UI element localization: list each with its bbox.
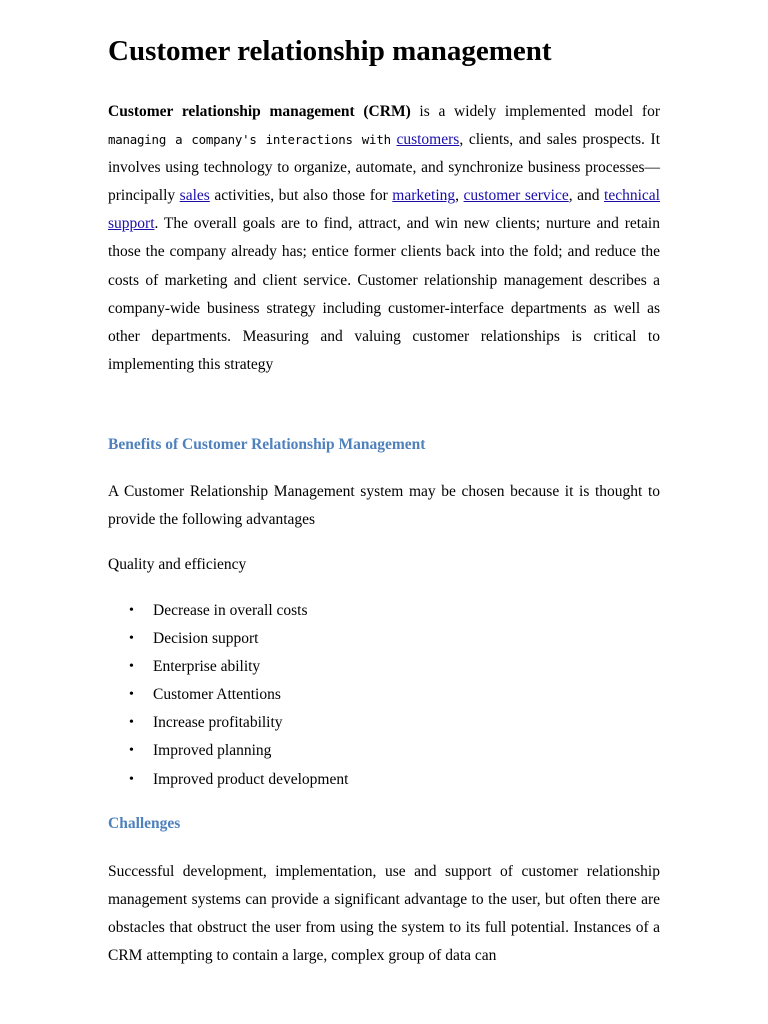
- bullet-icon: •: [129, 771, 134, 787]
- list-item-label: Improved planning: [153, 742, 272, 760]
- list-item: [108, 597, 348, 625]
- list-item-label: Increase profitability: [153, 714, 283, 732]
- list-item-label: Enterprise ability: [153, 658, 261, 676]
- intro-text-1: is a widely implemented model for: [410, 103, 660, 120]
- bullet-icon: •: [129, 687, 134, 703]
- bullet-icon: •: [129, 603, 134, 618]
- link-customers[interactable]: customers: [396, 131, 460, 149]
- list-item: [108, 737, 348, 765]
- benefits-bullet-list: [108, 597, 348, 794]
- list-item-label: Customer Attentions: [153, 686, 281, 704]
- benefits-heading: Benefits of Customer Relationship Management: [108, 436, 426, 453]
- intro-text-3: , clients, and sales prospects. It involves using technology to organize, automate, and synchronize business processes—principally: [108, 131, 661, 205]
- intro-text-6: , and: [568, 187, 605, 205]
- list-item-label: Decision support: [153, 630, 259, 648]
- intro-text-4: activities, but also those for: [209, 187, 393, 205]
- challenges-heading: Challenges: [108, 815, 181, 832]
- quality-label: Quality and efficiency: [108, 556, 247, 573]
- list-item-label: Improved product development: [153, 770, 349, 788]
- link-marketing[interactable]: marketing: [392, 187, 456, 205]
- intro-paragraph: [108, 98, 660, 379]
- challenges-paragraph: Successful development, implementation, use and support of customer relationship management systems can provide a significant advantage to the user, but often there are obstacles that obstruct the user from using the system to its full potential. Instances of a CRM attempting to contain a large, complex group of data can: [108, 863, 660, 965]
- bullet-icon: •: [129, 715, 134, 731]
- list-item: [108, 625, 348, 653]
- list-item: [108, 653, 348, 681]
- bullet-icon: •: [129, 631, 134, 647]
- bullet-icon: •: [129, 743, 134, 759]
- document-title: Customer relationship management: [108, 35, 552, 67]
- intro-term: Customer relationship management (CRM): [108, 103, 411, 120]
- bullet-icon: •: [129, 659, 134, 675]
- link-customer-service[interactable]: customer service: [463, 187, 569, 205]
- benefits-paragraph: A Customer Relationship Management system may be chosen because it is thought to provide the following advantages: [108, 483, 660, 529]
- intro-mono-text: managing a company's interactions with: [108, 132, 391, 148]
- link-sales[interactable]: sales: [179, 187, 210, 205]
- intro-text-7: . The overall goals are to find, attract, and win new clients; nurture and retain those the company already has; entice former clients back into the fold; and reduce the costs of marketing and client service. Customer relationship management describes a company-wide business strategy including customer-interface departments as well as other departments. Measuring and valuing customer relationships is critical to implementing this strategy: [108, 215, 660, 373]
- list-item: [108, 709, 348, 737]
- list-item: [108, 681, 348, 709]
- intro-text-5: ,: [455, 187, 464, 205]
- list-item-label: Decrease in overall costs: [153, 602, 308, 619]
- link-technical-support[interactable]: technical support: [108, 187, 660, 233]
- list-item: [108, 766, 348, 794]
